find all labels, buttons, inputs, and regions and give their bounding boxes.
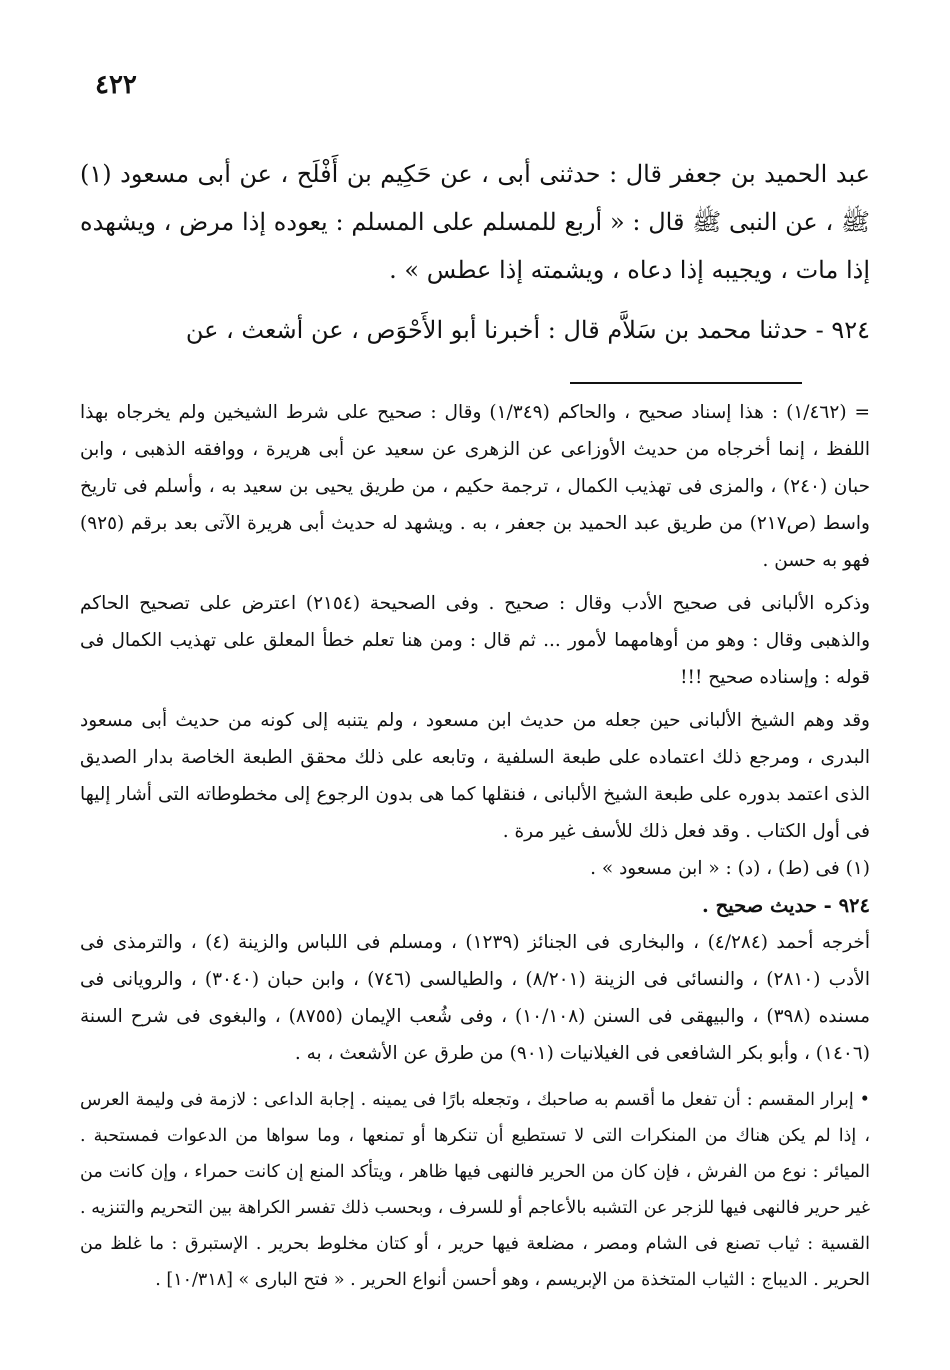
footnote-continued-3: وقد وهم الشيخ الألبانى حين جعله من حديث ابن مسعود ، ولم يتنبه إلى كونه من حديث أبى مسعود البدرى ، ومرجع ذلك اعتماده على طبعة السلفية ، وتابعه على ذلك محقق الطبعة الخاصة بدار الصديق الذى اعتمد بدوره على طبعة الشيخ الألبانى ، فنقلها كما هى بدون الرجوع إلى مخطوطاته التى أشار إليها فى أول الكتاب . وقد فعل ذلك للأسف غير مرة . [80,710,870,842]
main-text [80,150,870,354]
footnote-gloss: • إبرار المقسم : أن تفعل ما أقسم به صاحبك ، وتجعله بارًا فى يمينه . إجابة الداعى : لازمة فى وليمة العرس ، إذا لم يكن هناك من المنكرات التى لا تستطيع أن تنكرها أو تمنعها ، وما سواها من الدعوات فمستحبة . الميائر : نوع من الفرش ، فإن كان من الحرير فالنهى فيها ظاهر ، ويتأكد المنع إن كانت حمراء ، وإن كانت من غير حرير فالنهى فيها للزجر عن التشبه بالأعاجم أو للسرف ، وبحسب ذلك تفسر الكراهة بين التحريم والتنزيه . القسية : ثياب تصنع فى الشام ومصر ، مضلعة فيها حرير ، أو كتان مخلوط بحرير . الإستبرق : ما غلظ من الحرير . الديباج : الثياب المتخذة من الإبريسم ، وهو أحسن أنواع الحرير . « فتح البارى » [١٠/٣١٨] . [80,1090,870,1290]
hadith-924-text: ٩٢٤ - حدثنا محمد بن سَلاَّم قال : أخبرنا أبو الأَحْوَص ، عن أشعث ، عن [185,316,870,344]
footnote-continued-1: = (١/٤٦٢) : هذا إسناد صحيح ، والحاكم (١/٣٤٩) وقال : صحيح على شرط الشيخين ولم يخرجاه بهذا اللفظ ، إنما أخرجاه من حديث الأوزاعى عن الزهرى عن سعيد عن أبى هريرة ، ووافقه الذهبى ، وابن حبان (٢٤٠) ، والمزى فى تهذيب الكمال ، ترجمة حكيم ، من طريق يحيى بن سعيد به ، وأسلم فى تاريخ واسط (ص٢١٧) من طريق عبد الحميد بن جعفر ، به . ويشهد له حديث أبى هريرة الآتى بعد برقم (٩٢٥) فهو به حسن . [80,402,871,571]
footnote-1: (١) فى (ط) ، (د) : « ابن مسعود » . [590,858,870,879]
footnote-divider [570,382,802,384]
footnote-takhrij-924: أخرجه أحمد (٤/٢٨٤) ، والبخارى فى الجنائز (١٢٣٩) ، ومسلم فى اللباس والزينة (٤) ، والترمذى فى الأدب (٢٨١٠) ، والنسائى فى الزينة (٨/٢٠١) ، والطيالسى (٧٤٦) ، وابن حبان (٣٠٤٠) ، والرويانى فى مسنده (٣٩٨) ، والبيهقى فى السنن (١٠/١٠٨) ، وفى شُعب الإيمان (٨٧٥٥) ، والبغوى فى شرح السنة (١٤٠٦) ، وأبو بكر الشافعى فى الغيلانيات (٩٠١) من طرق عن الأشعث ، به . [80,932,870,1064]
hadith-923-text: عبد الحميد بن جعفر قال : حدثنى أبى ، عن حَكِيم بن أَفْلَح ، عن أبى مسعود (١) ﷺ ، عن النبى ﷺ قال : « أربع للمسلم على المسلم : يعوده إذا مرض ، ويشهده إذا مات ، ويجيبه إذا دعاه ، ويشمته إذا عطس » . [80,160,871,284]
footnotes [80,394,870,1298]
footnote-continued-2: وذكره الألبانى فى صحيح الأدب وقال : صحيح . وفى الصحيحة (٢١٥٤) اعترض على تصحيح الحاكم والذهبى وقال : وهو من أوهامهما لأمور ... ثم قال : ومن هنا تعلم خطأ المعلق على تهذيب الكمال فى قوله : وإسناده صحيح !!! [80,593,871,688]
footnote-heading-924: ٩٢٤ - حديث صحيح . [702,894,870,917]
page-number: ٤٢٢ [95,70,137,100]
